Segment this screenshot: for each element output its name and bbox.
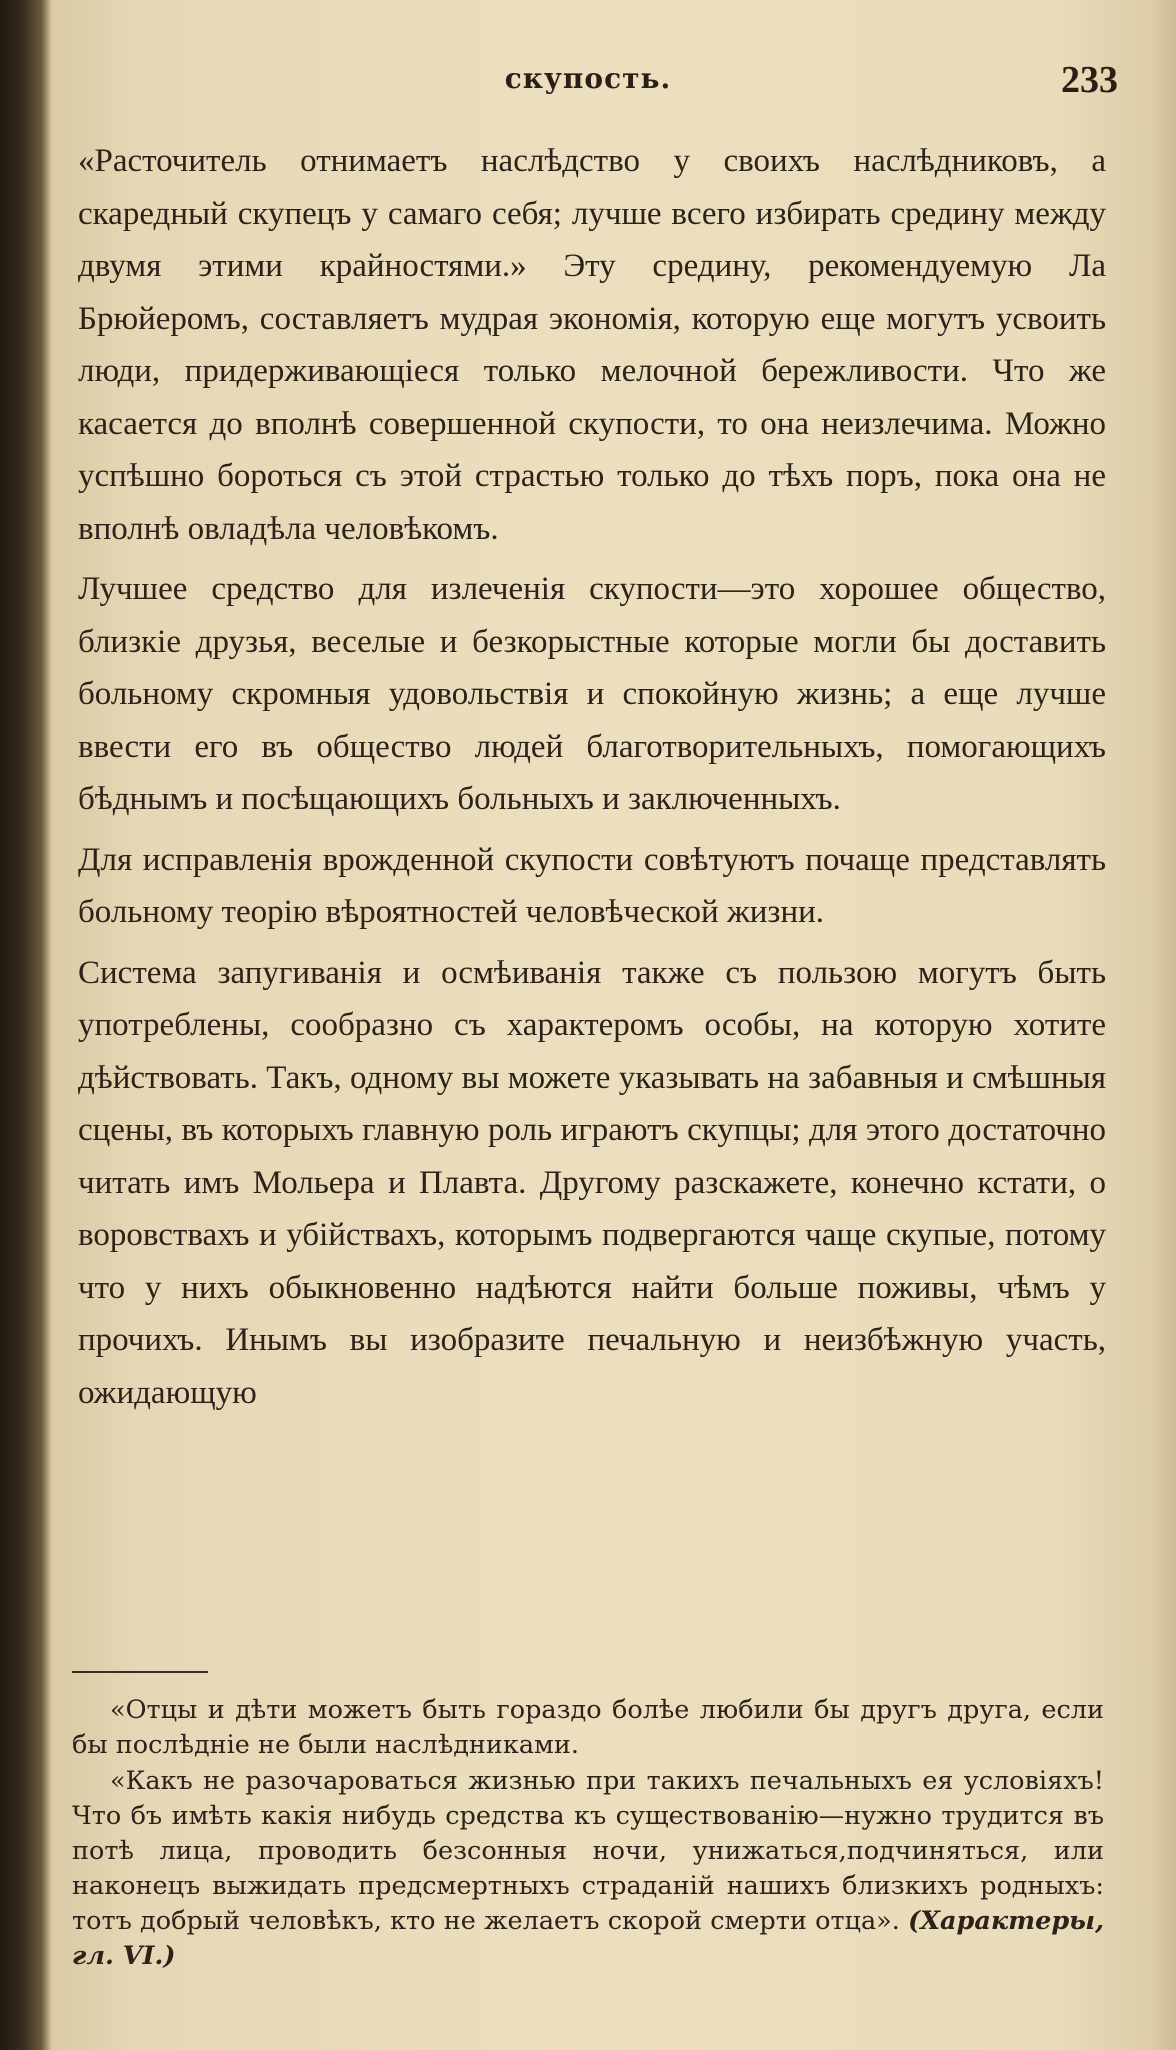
paragraph-4: Система запугиванія и осмѣиванія также съ пользою могутъ быть употреблены, сообразно съ характеромъ особы, на которую хотите дѣйствовать. Такъ, одному вы можете указывать на забавныя и смѣшныя сцены, въ которыхъ главную роль играютъ скупцы; для этого достаточно читать имъ Мольера и Плавта. Другому разскажете, конечно кстати, о воровствахъ и убійствахъ, которымъ подвергаются чаще скупые, потому что у нихъ обыкновенно надѣются найти больше поживы, чѣмъ у прочихъ. Инымъ вы изобразите печальную и неизбѣжную участь, ожидающую bbox=[78, 954, 1106, 1411]
footnote-separator bbox=[72, 1671, 208, 1673]
running-title: скупость. bbox=[504, 62, 672, 95]
book-gutter-shadow bbox=[0, 0, 52, 2050]
footnotes bbox=[72, 1693, 1104, 1975]
page-edge bbox=[1154, 0, 1176, 2050]
page-number: 233 bbox=[1061, 59, 1118, 101]
footnote-1: «Отцы и дѣти можетъ быть гораздо болѣе любили бы другъ друга, если бы послѣдніе не были наслѣдниками. bbox=[72, 1695, 1104, 1760]
footnote-2-citation: (Характеры, гл. VI.) bbox=[72, 1906, 1104, 1971]
footnote-2-text: «Какъ не разочароваться жизнью при такихъ печальныхъ ея условіяхъ! Что бъ имѣть какія нибудь средства къ существованію—нужно трудится въ потѣ лица, проводить безсонныя ночи, унижаться,подчиняться, или наконецъ выжидать предсмертныхъ страданій нашихъ близкихъ родныхъ: тотъ добрый человѣкъ, кто не желаетъ скорой смерти отца». bbox=[72, 1766, 1104, 1936]
page-header bbox=[0, 58, 1176, 108]
paragraph-2: Лучшее средство для излеченія скупости—это хорошее общество, близкіе друзья, веселые и безкорыстные которые могли бы доставить больному скромныя удовольствія и спокойную жизнь; а еще лучше ввести его въ общество людей благотворительныхъ, помогающихъ бѣднымъ и посѣщающихъ больныхъ и заключенныхъ. bbox=[78, 571, 1106, 817]
paragraph-1: «Расточитель отнимаетъ наслѣдство у своихъ наслѣдниковъ, а скаредный скупецъ у самаго себя; лучше всего избирать средину между двумя этими крайностями.» Эту средину, рекомендуемую Ла Брюйеромъ, составляетъ мудрая экономія, которую еще могутъ усвоить люди, придерживающіеся только мелочной бережливости. Что же касается до вполнѣ совершенной скупости, то она неизлечима. Можно успѣшно бороться съ этой страстью только до тѣхъ поръ, пока она не вполнѣ овладѣла человѣкомъ. bbox=[78, 143, 1106, 547]
footnote-2 bbox=[72, 1764, 1104, 1974]
main-text bbox=[78, 135, 1106, 1419]
paragraph-3: Для исправленія врожденной скупости совѣтуютъ почаще представлять больному теорію вѣроятностей человѣческой жизни. bbox=[78, 841, 1106, 930]
